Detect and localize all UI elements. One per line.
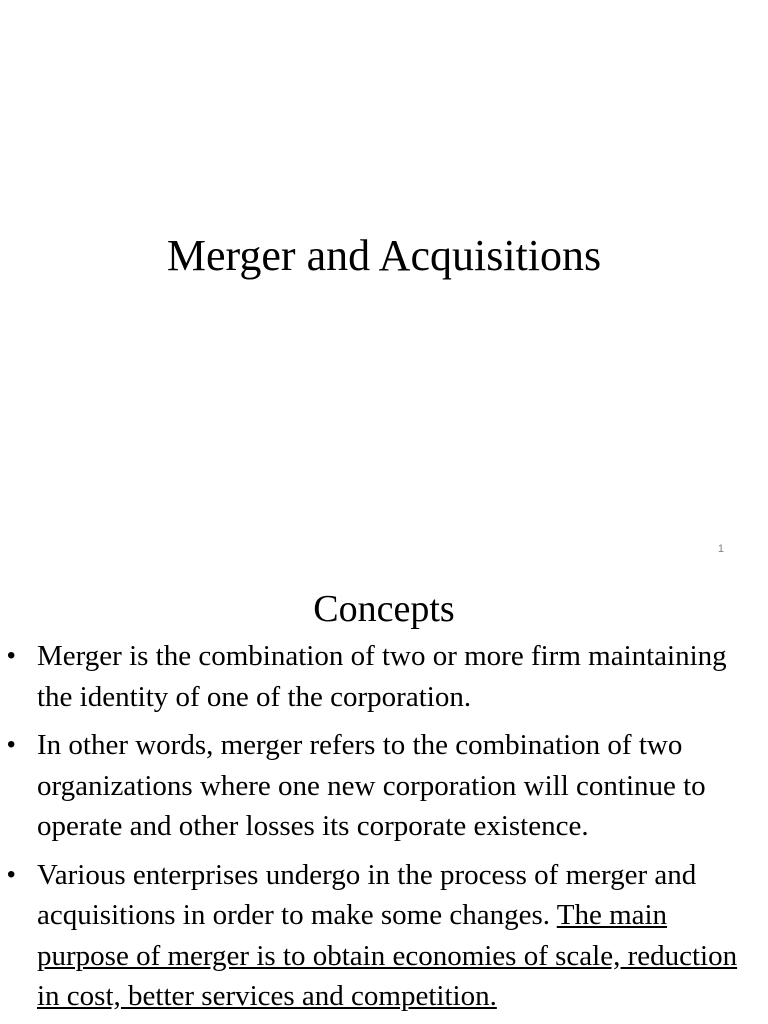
- slide-2-title: Concepts: [313, 588, 455, 630]
- page-number: 1: [717, 543, 724, 555]
- bullet-dot-icon: •: [7, 860, 16, 888]
- bullet-dot-icon: •: [7, 642, 16, 669]
- bullet-list: [0, 636, 768, 1024]
- bullet-text: In other words, merger refers to the combination of two organizations where one new corporation will continue to operate and other losses its corporate existence.: [37, 729, 706, 842]
- bullet-text: Various enterprises undergo in the process of merger and acquisitions in order to make some changes.: [37, 858, 697, 931]
- bullet-text: Merger is the combination of two or more firm maintaining the identity of one of the corporation.: [37, 640, 727, 713]
- bullet-underlined-text: The main purpose of merger is to obtain economies of scale, reduction in cost, better services and competition.: [37, 899, 738, 1012]
- slide-2: [0, 576, 768, 1024]
- bullet-item: [0, 855, 768, 1017]
- slide-1-title: Merger and Acquisitions: [166, 231, 602, 280]
- bullet-dot-icon: •: [7, 731, 16, 758]
- bullet-item: [0, 725, 768, 847]
- bullet-item: [0, 636, 768, 717]
